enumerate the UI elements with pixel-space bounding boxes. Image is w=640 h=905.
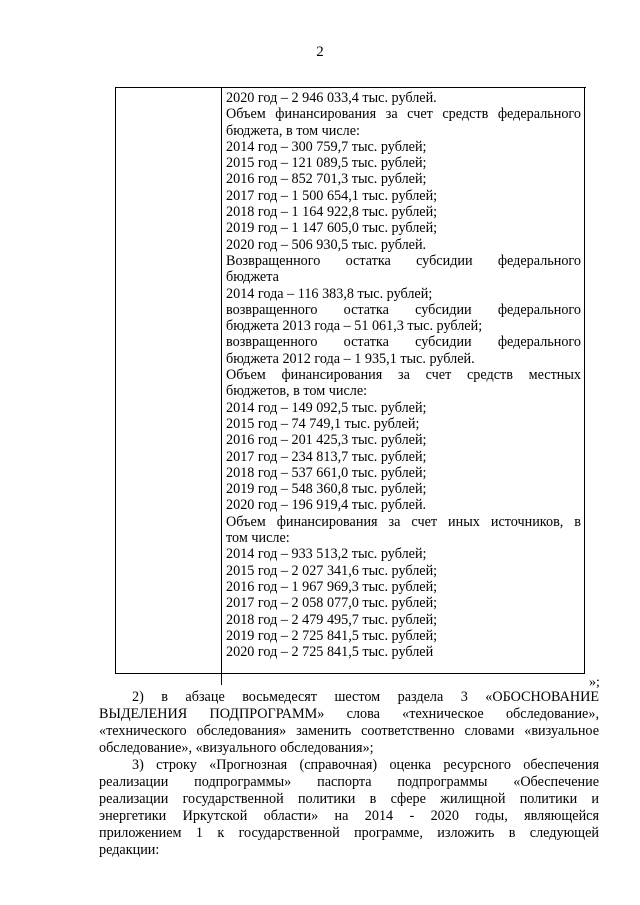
paragraph-3-line: редакции: bbox=[99, 842, 160, 858]
table-cell-line: 2017 год – 1 500 654,1 тыс. рублей; bbox=[226, 187, 438, 204]
table-cell-line: 2015 год – 2 027 341,6 тыс. рублей; bbox=[226, 562, 438, 579]
table-cell-line: бюджета bbox=[226, 269, 279, 286]
table-cell-line: 2014 год – 933 513,2 тыс. рублей; bbox=[226, 546, 427, 563]
table-cell-line: 2020 год – 2 946 033,4 тыс. рублей. bbox=[226, 90, 437, 106]
table-cell-line: 2018 год – 1 164 922,8 тыс. рублей; bbox=[226, 204, 438, 221]
paragraph-3-line: реализации подпрограммы» паспорта подпрограммы «Обеспечение bbox=[99, 774, 599, 790]
paragraph-2-line: 2) в абзаце восьмедесят шестом раздела 3 «ОБОСНОВАНИЕ bbox=[132, 689, 599, 705]
table-cell-line: 2020 год – 506 930,5 тыс. рублей. bbox=[226, 236, 427, 253]
table-cell-line: 2014 год – 149 092,5 тыс. рублей; bbox=[226, 399, 427, 416]
table-cell-line: том числе: bbox=[226, 530, 290, 547]
table-cell-line: Объем финансирования за счет средств федерального bbox=[226, 106, 581, 123]
table-cell-line: 2017 год – 2 058 077,0 тыс. рублей; bbox=[226, 595, 438, 612]
table-cell-line: бюджета 2013 года – 51 061,3 тыс. рублей; bbox=[226, 318, 483, 335]
paragraph-3-line: 3) строку «Прогнозная (справочная) оценка ресурсного обеспечения bbox=[132, 757, 599, 773]
table-cell-line: 2016 год – 1 967 969,3 тыс. рублей; bbox=[226, 578, 438, 595]
paragraph-3-line: энергетики Иркутской области» на 2014 - 2020 годы, являющейся bbox=[99, 808, 599, 824]
table-cell-line: 2016 год – 201 425,3 тыс. рублей; bbox=[226, 432, 427, 449]
paragraph-2-line: «технического обследования» заменить соответственно словами «визуальное bbox=[99, 723, 599, 739]
table-left-border bbox=[115, 88, 116, 674]
table-cell-line: Объем финансирования за счет средств местных bbox=[226, 367, 581, 384]
table-cell-line: возвращенного остатка субсидии федерального bbox=[226, 334, 581, 351]
table-cell-line: 2014 год – 300 759,7 тыс. рублей; bbox=[226, 138, 427, 155]
table-fragment bbox=[115, 87, 586, 684]
table-cell-line: бюджета, в том числе: bbox=[226, 122, 360, 139]
table-cell-line: 2015 год – 74 749,1 тыс. рублей; bbox=[226, 415, 420, 432]
table-cell-line: возвращенного остатка субсидии федерального bbox=[226, 301, 581, 318]
table-cell-line: бюджетов, в том числе: bbox=[226, 383, 368, 400]
page-number: 2 bbox=[316, 44, 324, 60]
table-cell-line: 2018 год – 2 479 495,7 тыс. рублей; bbox=[226, 611, 438, 628]
table-right-border bbox=[584, 88, 585, 674]
table-cell-line: 2014 года – 116 383,8 тыс. рублей; bbox=[226, 285, 433, 302]
table-bottom-border bbox=[115, 673, 585, 674]
table-cell-line: 2019 год – 2 725 841,5 тыс. рублей; bbox=[226, 627, 438, 644]
table-cell-line: 2020 год – 196 919,4 тыс. рублей. bbox=[226, 497, 427, 514]
table-cell-line: Объем финансирования за счет иных источников, в bbox=[226, 513, 581, 530]
table-cell-line: бюджета 2012 года – 1 935,1 тыс. рублей. bbox=[226, 350, 475, 367]
table-cell-line: Возвращенного остатка субсидии федерального bbox=[226, 252, 581, 269]
closing-quote-mark: »; bbox=[589, 675, 600, 690]
table-column-divider bbox=[221, 88, 222, 685]
table-cell-line: 2018 год – 537 661,0 тыс. рублей; bbox=[226, 464, 427, 481]
table-cell-line: 2016 год – 852 701,3 тыс. рублей; bbox=[226, 171, 427, 188]
table-cell-line: 2017 год – 234 813,7 тыс. рублей; bbox=[226, 448, 427, 465]
table-right-cell bbox=[226, 90, 581, 660]
table-cell-line: 2019 год – 548 360,8 тыс. рублей; bbox=[226, 481, 427, 498]
paragraph-2-line: ВЫДЕЛЕНИЯ ПОДПРОГРАММ» слова «техническое обследование», bbox=[99, 706, 599, 722]
table-cell-line: 2019 год – 1 147 605,0 тыс. рублей; bbox=[226, 220, 438, 237]
paragraph-2 bbox=[99, 689, 599, 757]
paragraph-3-line: реализации государственной политики в сфере жилищной политики и bbox=[99, 791, 599, 807]
table-cell-line: 2020 год – 2 725 841,5 тыс. рублей bbox=[226, 644, 434, 661]
paragraph-3-line: приложением 1 к государственной программе, изложить в следующей bbox=[99, 825, 599, 841]
paragraph-3 bbox=[99, 757, 599, 859]
table-cell-line: 2015 год – 121 089,5 тыс. рублей; bbox=[226, 155, 427, 172]
paragraph-2-line: обследование», «визуального обследования»; bbox=[99, 740, 374, 756]
